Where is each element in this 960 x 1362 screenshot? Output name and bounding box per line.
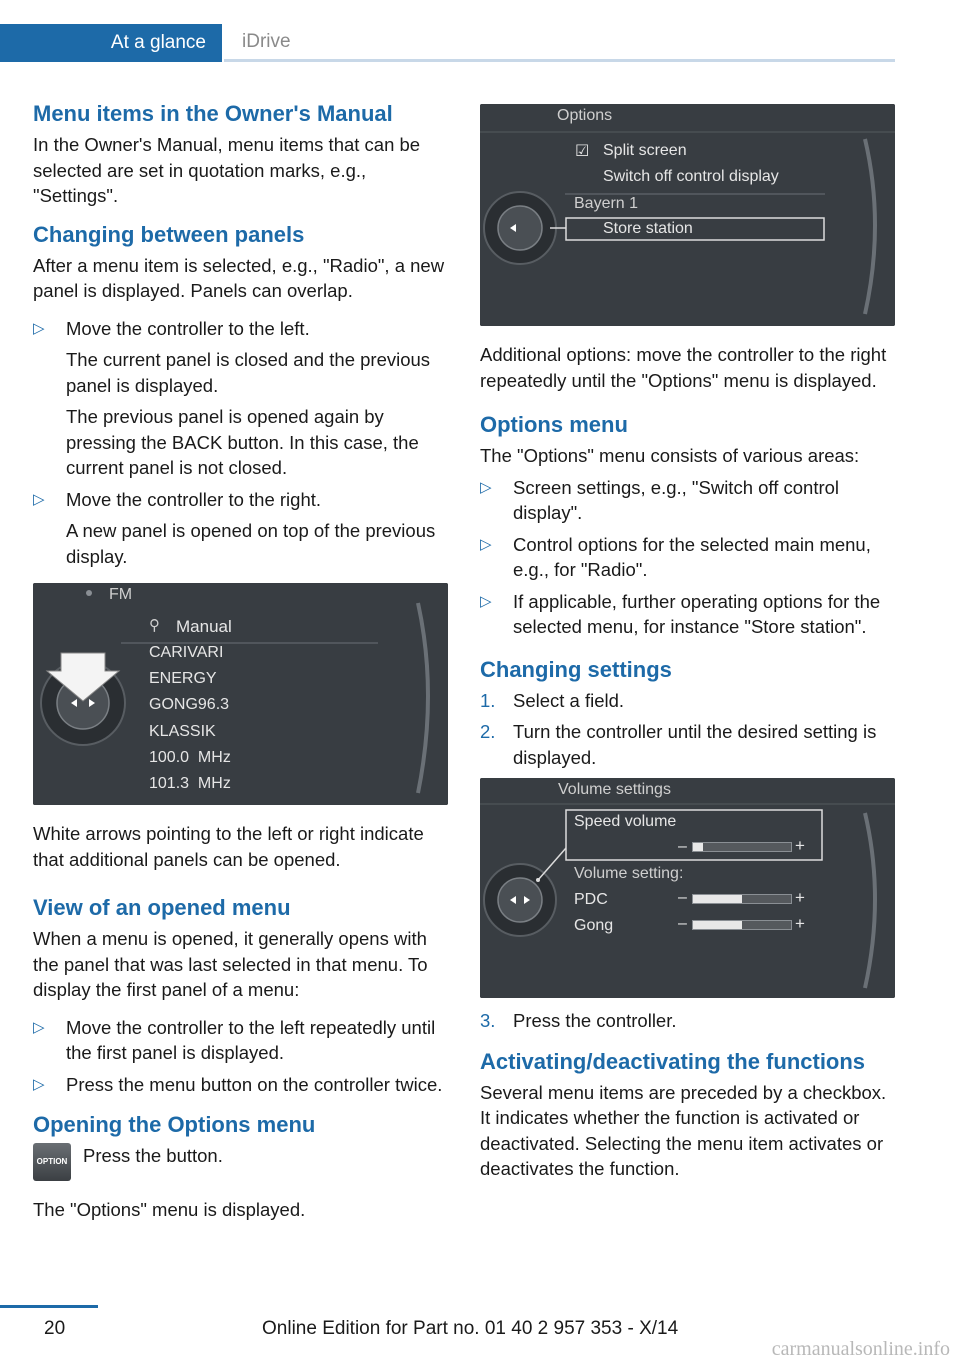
- gong-slider: [692, 920, 792, 930]
- option-button-row: [33, 1143, 450, 1181]
- list-item: [33, 1015, 450, 1066]
- triangle-bullet-icon: ▷: [480, 592, 492, 610]
- bullet-text: Control options for the selected main menu, e.g., for "Radio".: [513, 533, 871, 580]
- plus-icon: +: [795, 836, 805, 855]
- bullet-subtext: The previous panel is opened again by pressing the BACK button. In this case, the current panel is not closed.: [66, 406, 419, 478]
- minus-icon: –: [678, 838, 687, 855]
- heading-options-menu: Options menu: [480, 412, 628, 437]
- step-text: Select a field.: [513, 689, 625, 711]
- list-item: [480, 475, 895, 526]
- triangle-bullet-icon: ▷: [480, 478, 492, 496]
- list-item: [480, 589, 895, 640]
- triangle-bullet-icon: ▷: [480, 535, 492, 553]
- pdc-slider: [692, 894, 792, 904]
- triangle-bullet-icon: ▷: [33, 1018, 45, 1036]
- section-tab-idrive: iDrive: [224, 24, 895, 62]
- paragraph-activating-functions: Several menu items are preceded by a checkbox. It indicates whether the function is activated or deactivated. Selecting the menu item activates or deactivates the function.: [480, 1081, 887, 1179]
- heading-activating-functions: Activating/deactivating the functions: [480, 1048, 866, 1074]
- plus-icon: +: [795, 914, 805, 933]
- step-item: [480, 1008, 895, 1034]
- setting-pdc: PDC: [574, 891, 608, 908]
- menu-section-bayern: Bayern 1: [574, 195, 639, 212]
- paragraph-options-areas: The "Options" menu consists of various areas:: [480, 445, 860, 466]
- bullet-subtext: The current panel is closed and the previous panel is displayed.: [66, 349, 431, 396]
- search-icon: ⚲: [149, 617, 160, 634]
- bullet-text: If applicable, further operating options for the selected menu, for instance "Store station".: [513, 590, 881, 637]
- list-item: [33, 487, 450, 570]
- section-tab-at-a-glance: At a glance: [0, 24, 222, 62]
- idrive-screen-volume: [480, 778, 895, 998]
- minus-icon: –: [678, 915, 687, 932]
- idrive-screen-fm: [33, 583, 448, 805]
- heading-view-opened-menu: View of an opened menu: [33, 895, 291, 920]
- volume-screen-graphic: [480, 778, 895, 998]
- menu-item-split-screen: Split screen: [603, 142, 687, 159]
- minus-icon: –: [678, 889, 687, 906]
- checkbox-checked-icon: ☑: [575, 143, 590, 160]
- footer-rule: [0, 1305, 98, 1308]
- page-number: 20: [44, 1318, 66, 1339]
- bullet-text: Screen settings, e.g., "Switch off control display".: [513, 476, 840, 523]
- triangle-bullet-icon: ▷: [33, 1075, 45, 1093]
- menu-item-switch-off-display: Switch off control display: [603, 168, 779, 185]
- list-item: 100.0 MHz: [149, 749, 231, 766]
- plus-icon: +: [795, 888, 805, 907]
- list-item: ENERGY: [149, 670, 217, 687]
- setting-speed-volume: Speed volume: [574, 813, 677, 830]
- paragraph-menu-items: In the Owner's Manual, menu items that can be selected are set in quotation marks, e.g., "Settings".: [33, 134, 421, 206]
- paragraph-view-opened-menu: When a menu is opened, it generally opens with the panel that was last selected in that menu. To display the first panel of a menu:: [33, 928, 428, 1000]
- list-item: CARIVARI: [149, 644, 224, 661]
- bullet-text: Move the controller to the left repeatedly until the first panel is displayed.: [66, 1016, 436, 1063]
- list-item: KLASSIK: [149, 723, 216, 740]
- option-button-icon: OPTION: [33, 1143, 71, 1181]
- heading-changing-panels: Changing between panels: [33, 221, 305, 247]
- speed-volume-slider: [692, 842, 792, 852]
- list-item: [33, 316, 450, 481]
- paragraph-additional-options: Additional options: move the controller to the right repeatedly until the "Options" menu is displayed.: [480, 344, 887, 391]
- heading-opening-options: Opening the Options menu: [33, 1112, 316, 1137]
- options-screen-graphic: [480, 104, 895, 326]
- bullet-subtext: A new panel is opened on top of the previous display.: [66, 520, 436, 567]
- paragraph-options-displayed: The "Options" menu is displayed.: [33, 1199, 306, 1220]
- step-number: 1.: [480, 689, 496, 711]
- step-item: [480, 688, 895, 714]
- list-item: Manual: [176, 617, 232, 636]
- setting-gong: Gong: [574, 917, 614, 934]
- bullet-text: Move the controller to the left.: [66, 317, 310, 339]
- fm-screen-graphic: [33, 583, 448, 805]
- screen-title: Options: [557, 107, 613, 124]
- idrive-screen-options: [480, 104, 895, 326]
- left-column: [33, 100, 450, 1235]
- screen-title: Volume settings: [558, 781, 671, 798]
- bullet-text: Press the menu button on the controller twice.: [66, 1073, 443, 1095]
- right-column: [480, 104, 895, 1194]
- step-number: 3.: [480, 1010, 496, 1031]
- step-number: 2.: [480, 721, 496, 742]
- step-text: Turn the controller until the desired setting is displayed.: [513, 721, 877, 768]
- press-button-text: Press the button.: [83, 1145, 223, 1166]
- edition-text: Online Edition for Part no. 01 40 2 957 353 - X/14: [262, 1318, 679, 1339]
- list-item: GONG96.3: [149, 696, 230, 713]
- list-item: 101.3 MHz: [149, 775, 231, 792]
- screen-title: FM: [109, 586, 133, 603]
- heading-changing-settings: Changing settings: [480, 656, 672, 682]
- watermark: carmanualsonline.info: [771, 1338, 950, 1360]
- triangle-bullet-icon: ▷: [33, 319, 45, 337]
- step-text: Press the controller.: [513, 1010, 677, 1031]
- header-bar: [0, 24, 895, 62]
- heading-menu-items: Menu items in the Owner's Manual: [33, 101, 393, 126]
- caption-white-arrows: White arrows pointing to the left or right indicate that additional panels can be opened.: [33, 823, 424, 870]
- triangle-bullet-icon: ▷: [33, 490, 45, 508]
- setting-volume-heading: Volume setting:: [574, 865, 684, 882]
- list-item: [33, 1072, 450, 1098]
- paragraph-changing-panels: After a menu item is selected, e.g., "Radio", a new panel is displayed. Panels can overlap.: [33, 254, 445, 301]
- step-item: [480, 719, 895, 770]
- bullet-text: Move the controller to the right.: [66, 488, 322, 510]
- list-item: [480, 532, 895, 583]
- menu-item-store-station: Store station: [603, 220, 693, 237]
